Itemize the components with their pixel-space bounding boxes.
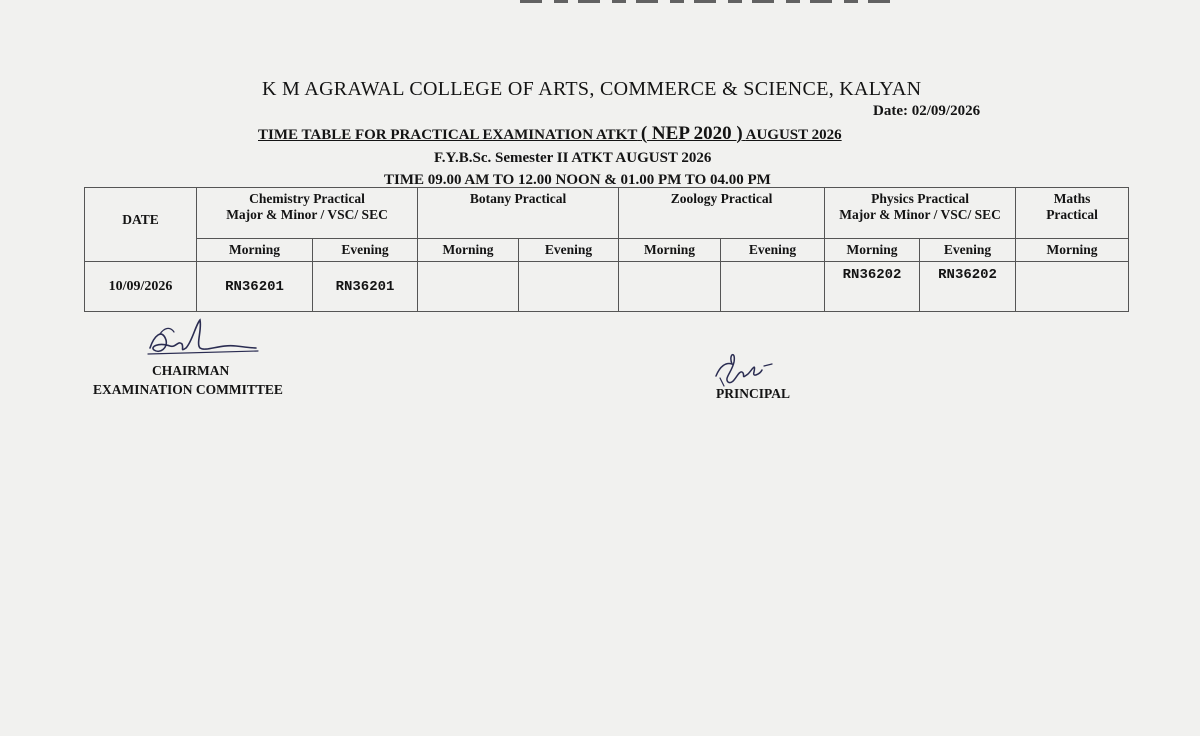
college-name: K M AGRAWAL COLLEGE OF ARTS, COMMERCE & SCIENCE, KALYAN [262,78,922,100]
physics-evening-cell: RN36202 [920,262,1016,312]
exam-date: 10/09/2026 [85,262,197,312]
session-header-row [85,239,1129,262]
physics-morning-cell: RN36202 [825,262,920,312]
chemistry-morning-cell: RN36201 [197,262,313,312]
maths-header: Maths Practical [1016,188,1129,239]
session-label: Morning [197,239,313,262]
scan-edge-marks [520,0,900,3]
session-label: Evening [313,239,418,262]
session-label: Morning [418,239,519,262]
session-label: Morning [1016,239,1129,262]
title-prefix: TIME TABLE FOR PRACTICAL EXAMINATION ATKT [258,127,638,143]
zoology-header: Zoology Practical [619,188,825,239]
botany-evening-cell [519,262,619,312]
chairman-signature [140,318,270,364]
issue-date: Date: 02/09/2026 [873,103,981,119]
session-label: Morning [825,239,920,262]
document-title [258,123,842,145]
maths-morning-cell [1016,262,1129,312]
chemistry-header: Chemistry Practical Major & Minor / VSC/ SEC [197,188,418,239]
chemistry-evening-cell: RN36201 [313,262,418,312]
session-label: Evening [519,239,619,262]
botany-morning-cell [418,262,519,312]
session-label: Evening [721,239,825,262]
table-row [85,262,1129,312]
date-header: DATE [85,188,197,262]
course-subtitle: F.Y.B.Sc. Semester II ATKT AUGUST 2026 [434,150,712,166]
session-label: Evening [920,239,1016,262]
title-nep: ( NEP 2020 ) [640,123,743,144]
physics-header: Physics Practical Major & Minor / VSC/ SEC [825,188,1016,239]
exam-timing: TIME 09.00 AM TO 12.00 NOON & 01.00 PM TO 04.00 PM [384,172,771,188]
session-label: Morning [619,239,721,262]
principal-label: PRINCIPAL [716,386,790,401]
botany-header: Botany Practical [418,188,619,239]
zoology-evening-cell [721,262,825,312]
committee-label: EXAMINATION COMMITTEE [93,382,283,397]
subject-header-row [85,188,1129,239]
principal-signature [710,348,780,388]
chairman-label: CHAIRMAN [152,363,230,378]
zoology-morning-cell [619,262,721,312]
timetable [84,187,1129,312]
title-suffix: AUGUST 2026 [745,127,842,143]
